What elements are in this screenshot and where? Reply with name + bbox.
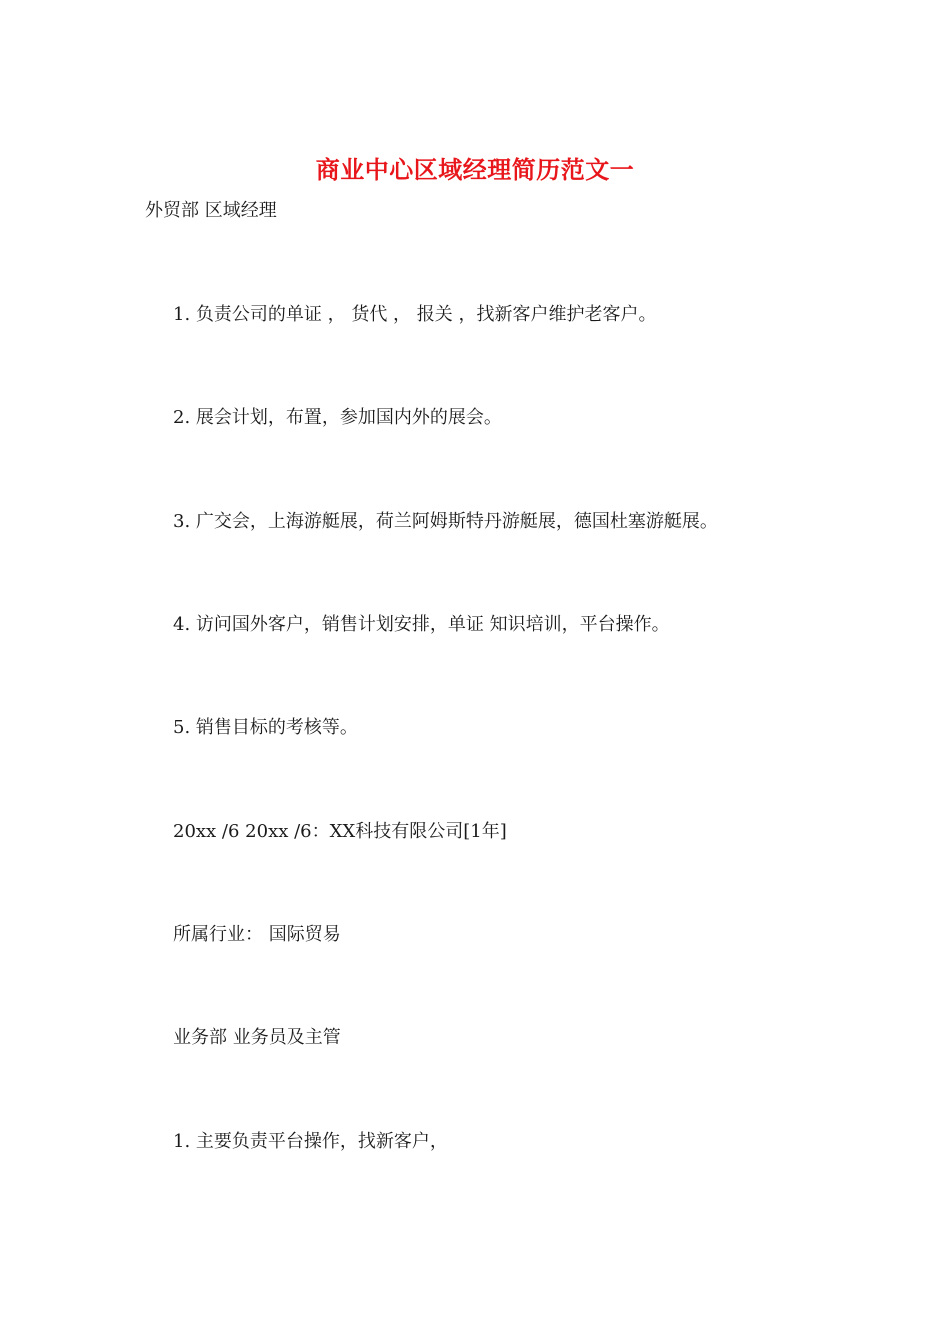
duty-item-2: 2. 展会计划，布置，参加国内外的展会。 xyxy=(173,407,502,428)
duty-item-3: 3. 广交会，上海游艇展，荷兰阿姆斯特丹游艇展，德国杜塞游艇展。 xyxy=(173,511,718,532)
duty-item-1-second-job: 1. 主要负责平台操作，找新客户， xyxy=(173,1131,448,1152)
duty-item-1: 1. 负责公司的单证 ， 货代 ， 报关 ，找新客户维护老客户。 xyxy=(173,304,657,325)
department-position-line-2: 业务部 业务员及主管 xyxy=(173,1027,341,1048)
duty-item-5: 5. 销售目标的考核等。 xyxy=(173,717,358,738)
employment-period-line: 20xx /6 20xx /6：XX科技有限公司[1年] xyxy=(173,821,507,842)
document-title: 商业中心区域经理简历范文一 xyxy=(315,155,635,184)
duty-item-4: 4. 访问国外客户，销售计划安排，单证 知识培训，平台操作。 xyxy=(173,614,670,635)
industry-line: 所属行业： 国际贸易 xyxy=(173,924,341,945)
department-position-line: 外贸部 区域经理 xyxy=(145,200,277,221)
